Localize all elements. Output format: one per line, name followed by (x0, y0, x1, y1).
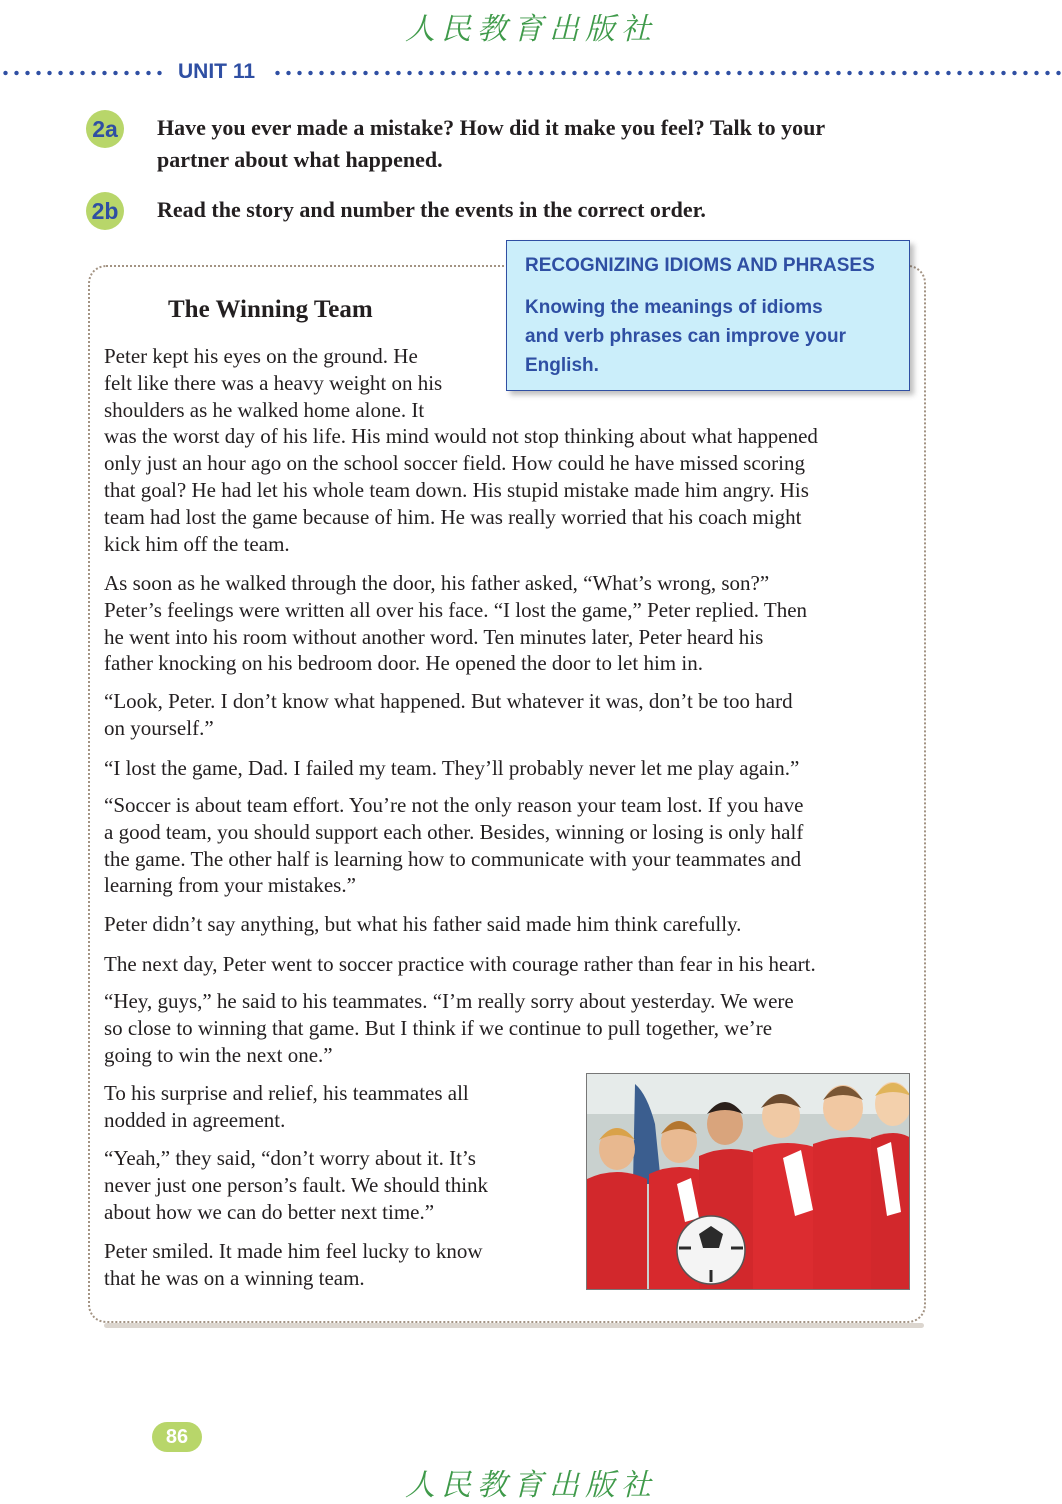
story-paragraph-8 (104, 988, 794, 1068)
story-paragraph-5 (104, 792, 803, 899)
story-box-shadow (104, 1323, 924, 1328)
publisher-header: 人民教育出版社 (405, 12, 657, 47)
story-line: “Yeah,” they said, “don’t worry about it. It’s (104, 1146, 476, 1170)
story-line: “Soccer is about team effort. You’re not the only reason your team lost. If you have (104, 793, 804, 817)
activity-badge-2b: 2b (86, 192, 124, 230)
story-line: that goal? He had let his whole team down. His stupid mistake made him angry. His (104, 477, 809, 502)
story-line: was the worst day of his life. His mind would not stop thinking about what happened (104, 424, 818, 449)
soccer-team-illustration (587, 1074, 910, 1290)
publisher-footer: 人民教育出版社 (405, 1468, 657, 1503)
story-line: the game. The other half is learning how to communicate with your teammates and (104, 846, 802, 871)
tip-line: Knowing the meanings of idioms (525, 297, 823, 318)
unit-bar (0, 60, 1062, 86)
soccer-team-photo (586, 1073, 910, 1290)
story-line: so close to winning that game. But I think if we continue to pull together, we’re (104, 1015, 773, 1040)
story-line: kick him off the team. (104, 531, 290, 556)
unit-label: UNIT 11 (178, 60, 256, 83)
story-line: never just one person’s fault. We should think (104, 1172, 489, 1197)
story-line: nodded in agreement. (104, 1107, 286, 1132)
story-paragraph-6: Peter didn’t say anything, but what his father said made him think carefully. (104, 912, 742, 936)
story-line: team had lost the game because of him. He was really worried that his coach might (104, 504, 802, 529)
story-line: going to win the next one.” (104, 1042, 333, 1067)
story-line: shoulders as he walked home alone. It (104, 397, 425, 422)
instruction-line: partner about what happened. (157, 147, 443, 172)
story-line: he went into his room without another word. Ten minutes later, Peter heard his (104, 624, 764, 649)
dotted-rule-right (272, 70, 1062, 76)
page-number: 86 (152, 1422, 202, 1452)
story-line: on yourself.” (104, 715, 214, 740)
instruction-line: Have you ever made a mistake? How did it make you feel? Talk to your (157, 115, 826, 140)
story-line: a good team, you should support each other. Besides, winning or losing is only half (104, 819, 804, 844)
tip-line: English. (525, 355, 599, 376)
story-paragraph-11 (104, 1238, 483, 1292)
story-paragraph-1 (104, 343, 818, 557)
tip-line: and verb phrases can improve your (525, 326, 847, 347)
story-line: Peter kept his eyes on the ground. He (104, 344, 418, 368)
story-paragraph-3 (104, 688, 793, 742)
story-line: father knocking on his bedroom door. He opened the door to let him in. (104, 651, 703, 676)
story-line: that he was on a winning team. (104, 1265, 365, 1290)
story-line: To his surprise and relief, his teammates all (104, 1081, 469, 1105)
activity-badge-2a: 2a (86, 110, 124, 148)
story-paragraph-2 (104, 570, 807, 677)
story-title: The Winning Team (168, 296, 373, 323)
story-line: only just an hour ago on the school soccer field. How could he have missed scoring (104, 451, 806, 476)
story-line: Peter’s feelings were written all over his face. “I lost the game,” Peter replied. Then (104, 597, 808, 622)
story-paragraph-9 (104, 1080, 469, 1134)
story-line: Peter smiled. It made him feel lucky to know (104, 1239, 483, 1263)
story-paragraph-4: “I lost the game, Dad. I failed my team. They’ll probably never let me play again.” (104, 756, 800, 780)
story-paragraph-10 (104, 1145, 488, 1225)
dotted-rule-left (0, 70, 166, 76)
story-paragraph-7: The next day, Peter went to soccer practice with courage rather than fear in his heart. (104, 952, 816, 976)
activity-2b-instruction: Read the story and number the events in the correct order. (157, 197, 706, 222)
story-line: about how we can do better next time.” (104, 1199, 435, 1224)
activity-2a-instruction (157, 112, 947, 176)
story-line: learning from your mistakes.” (104, 873, 356, 898)
story-line: felt like there was a heavy weight on his (104, 370, 443, 395)
tip-title: RECOGNIZING IDIOMS AND PHRASES (525, 255, 875, 276)
story-line: “Look, Peter. I don’t know what happened. But whatever it was, don’t be too hard (104, 689, 793, 713)
story-line: “Hey, guys,” he said to his teammates. “I’m really sorry about yesterday. We were (104, 989, 794, 1013)
story-line: As soon as he walked through the door, his father asked, “What’s wrong, son?” (104, 571, 770, 595)
